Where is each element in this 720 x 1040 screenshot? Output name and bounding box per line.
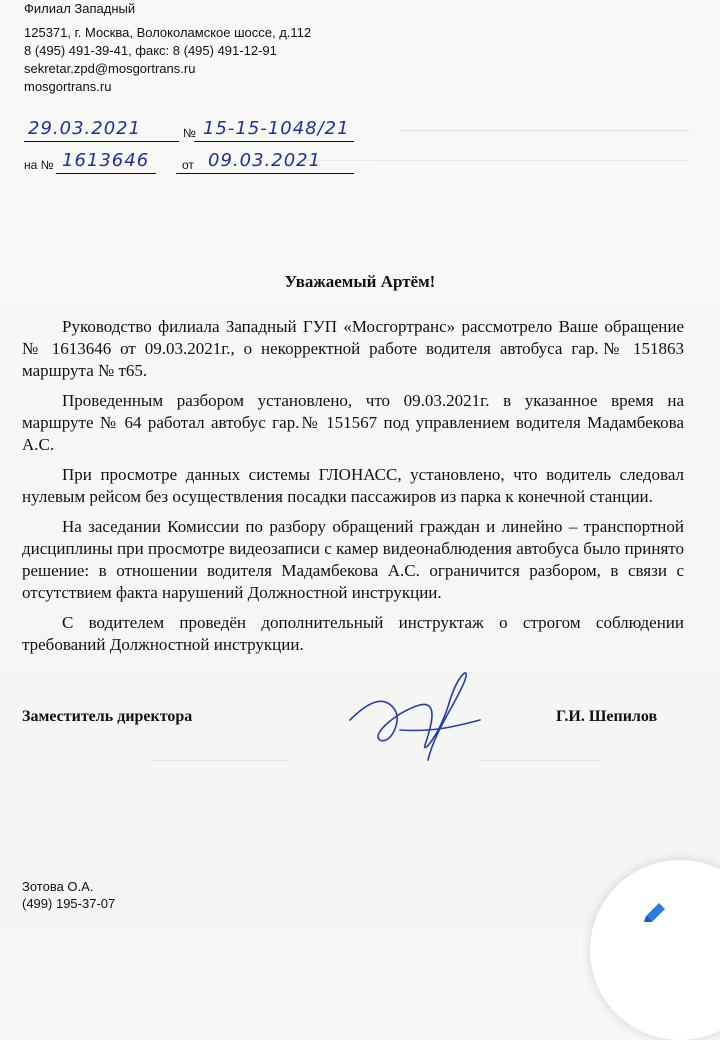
- date-underline: [24, 141, 179, 142]
- sender-address: 125371, г. Москва, Волоколамское шоссе, д.112: [24, 25, 312, 40]
- letter-body: [22, 316, 684, 664]
- paragraph: При просмотре данных системы ГЛОНАСС, установлено, что водитель следовал нулевым рейсом без осуществления посадки пассажиров из парка к конечной станции.: [22, 465, 684, 506]
- sender-email: sekretar.zpd@mosgortrans.ru: [24, 61, 196, 76]
- reference-number: 1613646: [62, 150, 150, 171]
- sender-phones: 8 (495) 491-39-41, факс: 8 (495) 491-12-91: [24, 43, 277, 58]
- registration-date: 29.03.2021: [28, 118, 142, 139]
- sender-site: mosgortrans.ru: [24, 79, 112, 94]
- reference-label: на №: [24, 158, 54, 172]
- sender-details: [24, 24, 311, 96]
- number-underline: [194, 141, 354, 142]
- branch-name: Филиал Западный: [24, 1, 136, 16]
- paragraph: На заседании Комиссии по разбору обращений граждан и линейно – транспортной дисциплины при просмотре видеозаписи с камер видеонаблюдения автобуса было принято решение: в отношении водителя Мадамбекова А.С. ограничится разбором, в связи с отсутствием факта нарушений Должностной инструкции.: [22, 517, 684, 602]
- executor-phone: (499) 195-37-07: [22, 896, 116, 911]
- ref-date-underline: [176, 173, 354, 174]
- reference-from-label: от: [182, 158, 194, 172]
- signatory-position: Заместитель директора: [22, 708, 193, 725]
- paragraph: С водителем проведён дополнительный инструктаж о строгом соблюдении требований Должностной инструкции.: [22, 613, 684, 654]
- handwritten-signature: [340, 660, 500, 770]
- executor-block: [22, 878, 115, 912]
- salutation: Уважаемый Артём!: [284, 272, 436, 291]
- edit-pencil-icon[interactable]: [640, 898, 670, 928]
- registration-number: 15-15-1048/21: [203, 118, 350, 139]
- reference-date: 09.03.2021: [208, 150, 322, 171]
- registration-number-label: №: [183, 126, 196, 140]
- paragraph: Проведенным разбором установлено, что 09.03.2021г. в указанное время на маршруте № 64 работал автобус гар.№ 151567 под управлением водителя Мадамбекова А.С.: [22, 391, 684, 454]
- executor-name: Зотова О.А.: [22, 879, 94, 894]
- ref-number-underline: [56, 173, 156, 174]
- signatory-name: Г.И. Шепилов: [556, 708, 658, 725]
- paragraph: Руководство филиала Западный ГУП «Мосгортранс» рассмотрело Ваше обращение № 1613646 от 09.03.2021г., о некорректной работе водителя автобуса гар.№ 151863 маршрута № т65.: [22, 317, 684, 380]
